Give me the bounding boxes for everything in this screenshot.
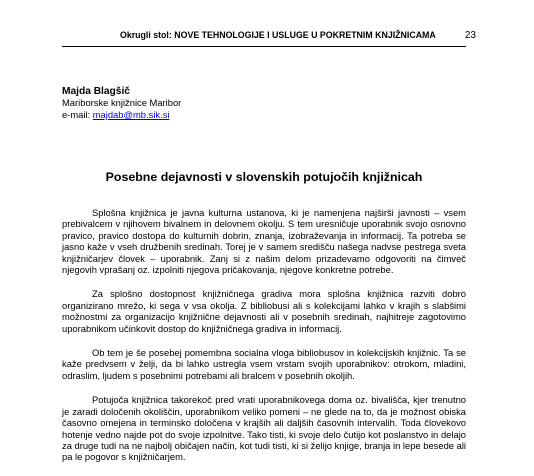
running-header-title: Okrugli stol: NOVE TEHNOLOGIJE I USLUGE U POKRETNIM KNJIŽNICAMA <box>120 30 436 40</box>
page-number: 23 <box>464 30 476 41</box>
email-label: e-mail: <box>62 108 93 120</box>
author-affiliation: Mariborske knjižnice Maribor <box>62 97 182 109</box>
body-paragraph: Splošna knjižnica je javna kulturna ustanova, ki je namenjena najširši javnosti – vsem prebivalcem v njihovem bivalnem in delovnem okolju. S tem uresničuje uporabnik svojo osnovno pravico, pravico dostopa do kulturnih dobrin, znanja, izobraževanja in informacij. Ta potreba se jasno kaže v vseh družbenih sredinah. Torej je v samem središču našega nadvse pestrega sveta knjižničarjev človek – uporabnik. Zanj si z našim delom prizadevamo odgovoriti na čimveč njegovih vprašanj oz. izpolniti njegova pričakovanja, njegove konkretne potrebe. <box>62 207 466 276</box>
author-contact <box>62 109 181 120</box>
body-paragraph: Ob tem je še posebej pomembna socialna vloga bibliobusov in kolekcijskih knjižnic. Ta se kaže predvsem v želji, da bi lahko ustregla vsem vrstam svojih uporabnikov: otrokom, mladini, odraslim, ljudem s posebnimi potrebami ali bralcem v posebnih okoljih. <box>62 347 466 381</box>
body-paragraph: Potujoča knjižnica takorekoč pred vrati uporabnikovega doma oz. bivališča, kjer trenutno je zaradi določenih okoliščin, uporabnikom veliko pomeni – ne glede na to, da je možnost obiska časovno omejena in terminsko določena v krajših ali daljših časovnih intervalih. Toda človekovo hotenje vedno najde pot do svoje izpolnitve. Tako tisti, ki svoje delo čutijo kot poslanstvo in delajo za druge tudi na ne najbolj običajen način, kot tudi tisti, ki si želijo knjige, branja in lepe besede ali pa le pogovor s knjižničarjem. <box>62 394 466 463</box>
author-name: Majda Blagšič <box>62 86 130 97</box>
running-header <box>62 30 476 41</box>
header-divider <box>62 46 466 47</box>
author-block <box>62 86 181 120</box>
email-link[interactable]: majdab@mb.sik.si <box>92 108 170 120</box>
article-body <box>62 207 466 476</box>
article-title: Posebne dejavnosti v slovenskih potujočih knjižnicah <box>105 170 423 184</box>
body-paragraph: Za splošno dostopnost knjižničnega gradiva mora splošna knjižnica razviti dobro organizirano mrežo, ki sega v vsa okolja. Z bibliobusi ali s kolekcijami lahko v krajih s slabšimi možnostmi za organizacijo knjižnične dejavnosti ali v posebnih sredinah, najhitreje zagotovimo uporabnikom učinkovit dostop do knjižničnega gradiva in informacij. <box>62 288 466 334</box>
